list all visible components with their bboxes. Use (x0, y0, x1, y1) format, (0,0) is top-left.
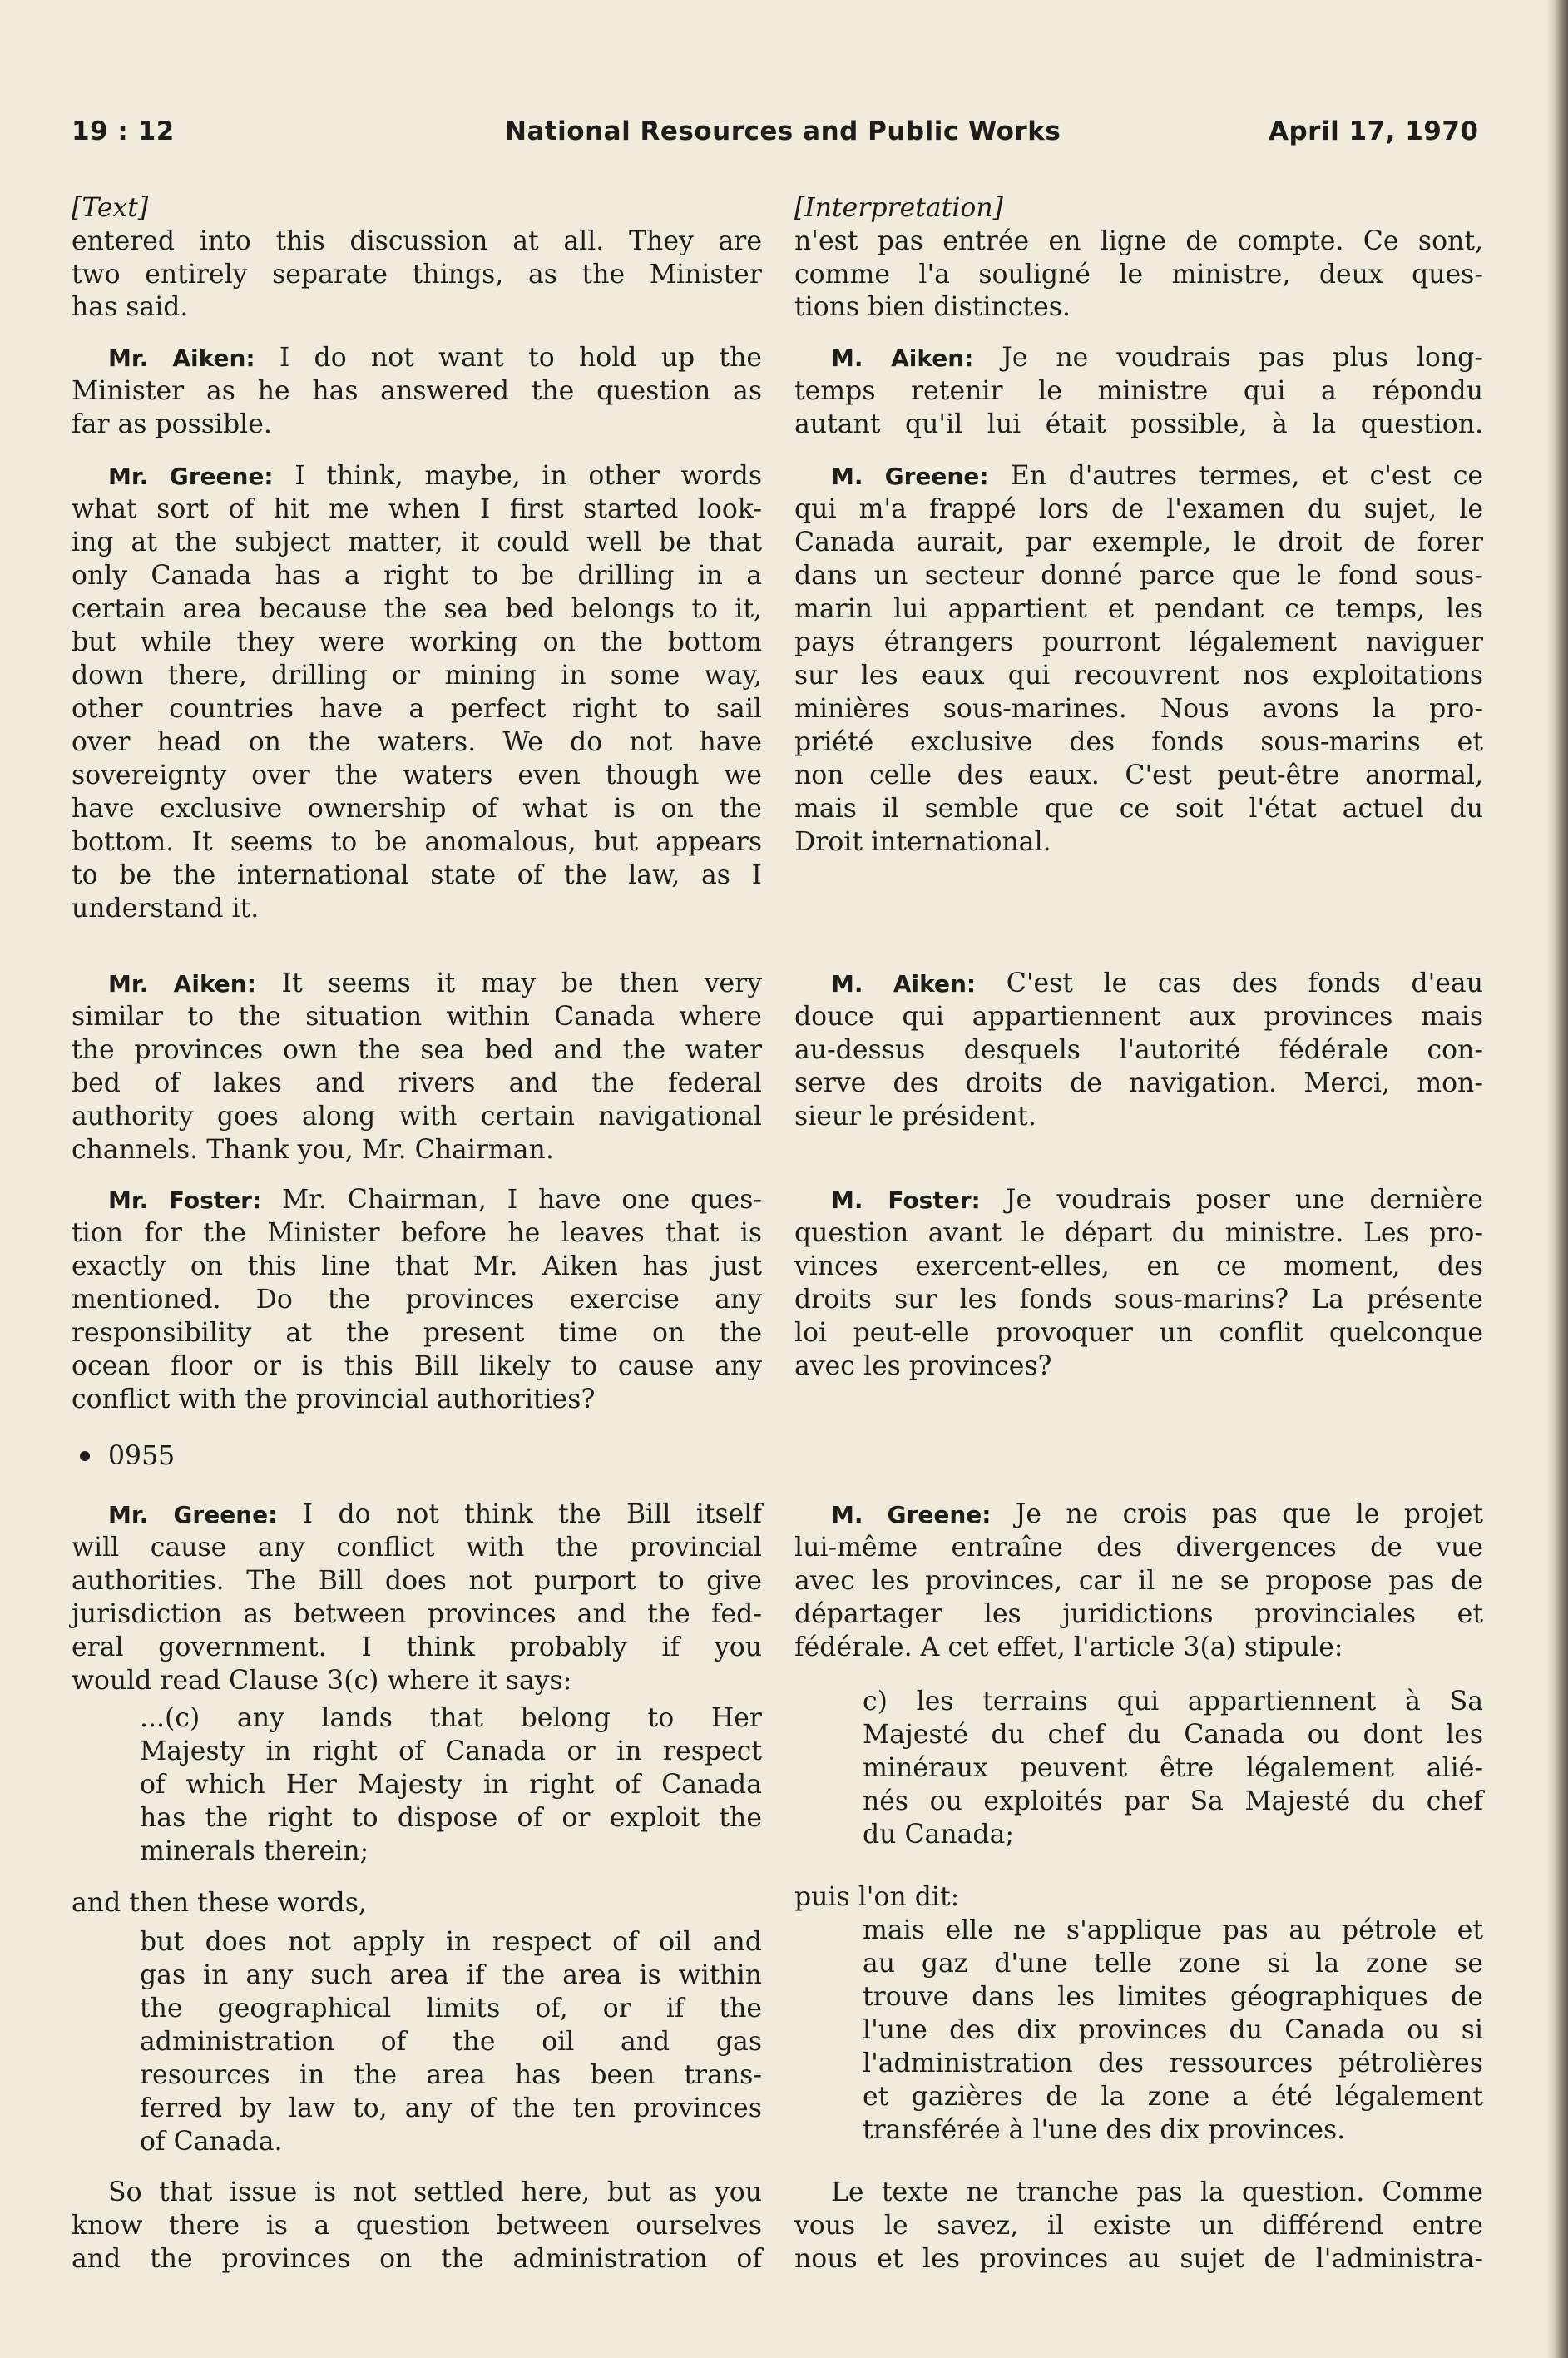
speaker-name: M. Foster: (831, 1186, 981, 1214)
quoted-line: l'administration des ressources pétrolières (863, 2048, 1483, 2078)
text-line: responsibility at the present time on the (72, 1318, 762, 1348)
text-line: sovereignty over the waters even though we (72, 760, 762, 790)
speaker-name: M. Aiken: (831, 344, 974, 372)
text-line: will cause any conflict with the provincial (72, 1533, 762, 1563)
text-line: other countries have a perfect right to sail (72, 694, 762, 724)
text-line: authorities. The Bill does not purport to give (72, 1566, 762, 1596)
speech-text: I do not think the Bill itself (277, 1499, 762, 1529)
text-line: Droit international. (794, 827, 1051, 857)
speech-text: I think, maybe, in other words (273, 461, 762, 491)
text-line: and the provinces on the administration of (72, 2244, 762, 2274)
text-line: sieur le président. (794, 1102, 1036, 1132)
quoted-line: of which Her Majesty in right of Canada (140, 1770, 762, 1800)
speech-text: I do not want to hold up the (255, 343, 762, 373)
speech-text: It seems it may be then very (255, 968, 763, 998)
quoted-line: mais elle ne s'applique pas au pétrole et (863, 1915, 1483, 1945)
text-line: avec les provinces, car il ne se propose pas de (794, 1566, 1483, 1596)
text-line: minières sous-marines. Nous avons la pro- (794, 694, 1483, 724)
speech-text: Je voudrais poser une dernière (980, 1185, 1483, 1215)
text-line: fédérale. A cet effet, l'article 3(a) stipule: (794, 1632, 1343, 1662)
quoted-line: trouve dans les limites géographiques de (863, 1982, 1483, 2012)
text-line: down there, drilling or mining in some way, (72, 661, 762, 691)
time-stamp-text: 0955 (108, 1441, 176, 1471)
speaker-name: M. Greene: (831, 1501, 992, 1528)
section-tag: [Interpretation] (794, 193, 1003, 223)
quoted-line: du Canada; (863, 1820, 1014, 1850)
text-line (72, 1498, 762, 1531)
text-line (794, 459, 1483, 493)
quoted-line: has the right to dispose of or exploit the (140, 1803, 762, 1833)
text-line: dans un secteur donné parce que le fond sous- (794, 561, 1483, 591)
text-line: would read Clause 3(c) where it says: (72, 1666, 572, 1696)
text-line (72, 1183, 762, 1216)
quoted-line: resources in the area has been trans- (140, 2060, 762, 2090)
text-line: tion for the Minister before he leaves that is (72, 1218, 762, 1248)
speech-text: En d'autres termes, et c'est ce (988, 461, 1484, 491)
text-line: know there is a question between ourselves (72, 2211, 762, 2241)
text-line (794, 967, 1483, 1000)
text-line: to be the international state of the law, as I (72, 860, 762, 890)
text-line: but while they were working on the bottom (72, 627, 762, 657)
quoted-line: minerals therein; (140, 1836, 369, 1866)
text-line (794, 1183, 1483, 1216)
speaker-name: Mr. Greene: (108, 1501, 278, 1528)
quoted-line: au gaz d'une telle zone si la zone se (863, 1949, 1483, 1979)
text-line: Canada aurait, par exemple, le droit de forer (794, 528, 1483, 557)
text-line: loi peut-elle provoquer un conflit quelconque (794, 1318, 1483, 1348)
text-line: eral government. I think probably if you (72, 1632, 762, 1662)
text-line: ing at the subject matter, it could well be that (72, 528, 762, 557)
quoted-line: Majesty in right of Canada or in respect (140, 1736, 762, 1766)
text-line: and then these words, (72, 1888, 367, 1918)
text-line: douce qui appartiennent aux provinces mais (794, 1002, 1483, 1032)
text-line: avec les provinces? (794, 1351, 1052, 1381)
text-line: n'est pas entrée en ligne de compte. Ce sont, (794, 226, 1483, 256)
text-line: pays étrangers pourront légalement naviguer (794, 627, 1483, 657)
text-line: two entirely separate things, as the Minister (72, 260, 762, 290)
text-line: serve des droits de navigation. Merci, mon- (794, 1068, 1483, 1098)
text-line (72, 341, 762, 374)
text-line: priété exclusive des fonds sous-marins et (794, 727, 1483, 757)
quoted-line: minéraux peuvent être légalement alié- (863, 1753, 1483, 1783)
text-line: what sort of hit me when I first started look- (72, 494, 762, 524)
speech-text: Je ne voudrais pas plus long- (973, 343, 1483, 373)
page-number: 19 : 12 (72, 116, 175, 146)
text-line: sur les eaux qui recouvrent nos exploitations (794, 661, 1483, 691)
running-title: National Resources and Public Works (505, 116, 1061, 146)
text-line: bottom. It seems to be anomalous, but appears (72, 827, 762, 857)
text-line: the provinces own the sea bed and the water (72, 1035, 762, 1065)
text-line: So that issue is not settled here, but as you (108, 2177, 762, 2207)
quoted-line: but does not apply in respect of oil and (140, 1927, 762, 1957)
speaker-name: M. Greene: (831, 463, 989, 490)
quoted-line: l'une des dix provinces du Canada ou si (863, 2015, 1483, 2045)
text-line: over head on the waters. We do not have (72, 727, 762, 757)
bullet-icon (80, 1451, 90, 1461)
quoted-line: of Canada. (140, 2127, 283, 2157)
speaker-name: Mr. Foster: (108, 1186, 262, 1214)
quoted-line: et gazières de la zone a été légalement (863, 2082, 1483, 2112)
speech-text: Mr. Chairman, I have one ques- (261, 1185, 763, 1215)
text-line (72, 459, 762, 493)
text-line: ocean floor or is this Bill likely to cause any (72, 1351, 762, 1381)
text-line: similar to the situation within Canada where (72, 1002, 762, 1032)
speech-text: Je ne crois pas que le projet (991, 1499, 1483, 1529)
text-line: autant qu'il lui était possible, à la question. (794, 409, 1483, 439)
text-line: marin lui appartient et pendant ce temps, les (794, 594, 1483, 624)
text-line: exactly on this line that Mr. Aiken has just (72, 1251, 762, 1281)
text-line (794, 341, 1483, 374)
text-line: comme l'a souligné le ministre, deux ques- (794, 260, 1483, 290)
speech-text: C'est le cas des fonds d'eau (976, 968, 1483, 998)
text-line: droits sur les fonds sous-marins? La présente (794, 1285, 1483, 1315)
page-edge-shadow (1546, 0, 1568, 2358)
text-line: conflict with the provincial authorities? (72, 1385, 596, 1414)
section-tag: [Text] (72, 193, 149, 223)
text-line (794, 1498, 1483, 1531)
text-line: entered into this discussion at all. They are (72, 226, 762, 256)
text-line: question avant le départ du ministre. Les pro- (794, 1218, 1483, 1248)
speaker-name: M. Aiken: (831, 970, 977, 998)
text-line: mais il semble que ce soit l'état actuel du (794, 794, 1483, 824)
text-line: nous et les provinces au sujet de l'administra- (794, 2244, 1483, 2274)
text-line: certain area because the sea bed belongs to it, (72, 594, 762, 624)
text-line: lui-même entraîne des divergences de vue (794, 1533, 1483, 1563)
speaker-name: Mr. Aiken: (108, 970, 256, 998)
quoted-line: Majesté du chef du Canada ou dont les (863, 1720, 1483, 1750)
speaker-name: Mr. Greene: (108, 463, 274, 490)
text-line: authority goes along with certain navigational (72, 1102, 762, 1132)
text-line: vinces exercent-elles, en ce moment, des (794, 1251, 1483, 1281)
text-line: Le texte ne tranche pas la question. Comme (831, 2177, 1483, 2207)
text-line: départager les juridictions provinciales et (794, 1599, 1483, 1629)
quoted-line: ferred by law to, any of the ten provinces (140, 2093, 762, 2123)
text-line: vous le savez, il existe un différend entre (794, 2211, 1483, 2241)
text-line: have exclusive ownership of what is on the (72, 794, 762, 824)
text-line: understand it. (72, 894, 260, 924)
text-line: Minister as he has answered the question as (72, 376, 762, 406)
quoted-line: ...(c) any lands that belong to Her (140, 1703, 762, 1733)
text-line: only Canada has a right to be drilling in a (72, 561, 762, 591)
quoted-line: administration of the oil and gas (140, 2027, 762, 2057)
text-line: tions bien distinctes. (794, 292, 1071, 322)
text-line: puis l'on dit: (794, 1882, 960, 1912)
speaker-name: Mr. Aiken: (108, 344, 255, 372)
text-line: has said. (72, 292, 189, 322)
text-line: au-dessus desquels l'autorité fédérale con- (794, 1035, 1483, 1065)
text-line: non celle des eaux. C'est peut-être anormal, (794, 760, 1483, 790)
time-stamp (80, 1439, 762, 1473)
text-line: bed of lakes and rivers and the federal (72, 1068, 762, 1098)
page-date: April 17, 1970 (1269, 116, 1479, 146)
text-line: far as possible. (72, 409, 272, 439)
quoted-line: gas in any such area if the area is within (140, 1960, 762, 1990)
quoted-line: nés ou exploités par Sa Majesté du chef (863, 1786, 1483, 1816)
text-line: jurisdiction as between provinces and the fed- (72, 1599, 762, 1629)
text-line: qui m'a frappé lors de l'examen du sujet, le (794, 494, 1483, 524)
text-line (72, 967, 762, 1000)
quoted-line: transférée à l'une des dix provinces. (863, 2115, 1346, 2145)
text-line: temps retenir le ministre qui a répondu (794, 376, 1483, 406)
quoted-line: c) les terrains qui appartiennent à Sa (863, 1687, 1483, 1716)
text-line: mentioned. Do the provinces exercise any (72, 1285, 762, 1315)
quoted-line: the geographical limits of, or if the (140, 1994, 762, 2024)
text-line: channels. Thank you, Mr. Chairman. (72, 1135, 554, 1165)
